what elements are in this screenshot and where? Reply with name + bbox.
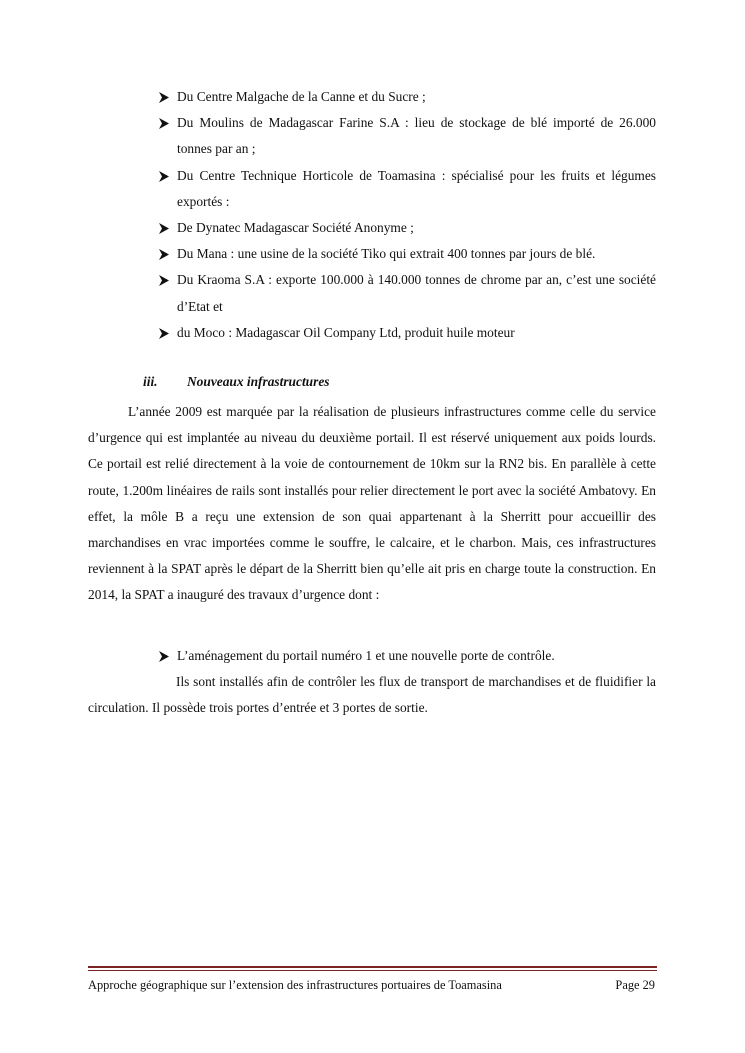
arrow-bullet-icon xyxy=(158,84,170,110)
arrow-bullet-icon xyxy=(158,643,170,669)
list-item-text: De Dynatec Madagascar Société Anonyme ; xyxy=(177,220,414,236)
works-bullet-list xyxy=(158,643,656,669)
section-number: iii. xyxy=(143,374,158,389)
arrow-bullet-icon xyxy=(158,320,170,346)
list-item xyxy=(158,110,656,162)
list-item xyxy=(158,163,656,215)
section-heading xyxy=(143,372,330,392)
footer-title: Approche géographique sur l’extension des infrastructures portuaires de Toamasina xyxy=(88,978,502,992)
list-item xyxy=(158,241,656,267)
footer-rule xyxy=(88,966,657,968)
list-item-text: du Moco : Madagascar Oil Company Ltd, produit huile moteur xyxy=(177,324,515,340)
organization-bullet-list xyxy=(158,84,656,346)
list-item-text: Du Centre Technique Horticole de Toamasina : spécialisé pour les fruits et légumes exportés : xyxy=(177,167,656,209)
page-number: Page 29 xyxy=(615,978,655,992)
list-item xyxy=(158,320,656,346)
list-item xyxy=(158,84,656,110)
arrow-bullet-icon xyxy=(158,267,170,293)
arrow-bullet-icon xyxy=(158,215,170,241)
arrow-bullet-icon xyxy=(158,163,170,189)
list-item-text: Du Kraoma S.A : exporte 100.000 à 140.000 tonnes de chrome par an, c’est une société d’Etat et xyxy=(177,272,656,314)
list-item-text: L’aménagement du portail numéro 1 et une nouvelle porte de contrôle. xyxy=(177,648,555,663)
arrow-bullet-icon xyxy=(158,110,170,136)
footer-rule-thin xyxy=(88,970,657,971)
list-item xyxy=(158,267,656,319)
section-title: Nouveaux infrastructures xyxy=(187,374,330,389)
list-item xyxy=(158,215,656,241)
arrow-bullet-icon xyxy=(158,241,170,267)
list-item-text: Du Moulins de Madagascar Farine S.A : lieu de stockage de blé importé de 26.000 tonnes par an ; xyxy=(177,115,656,157)
list-item-text: Du Mana : une usine de la société Tiko qui extrait 400 tonnes par jours de blé. xyxy=(177,246,596,262)
list-item xyxy=(158,643,656,669)
body-paragraph: L’année 2009 est marquée par la réalisation de plusieurs infrastructures comme celle du service d’urgence qui est implantée au niveau du deuxième portail. Il est réservé uniquement aux poids lourds. Ce portail est relié directement à la voie de contournement de 10km sur la RN2 bis. En parallèle à cette route, 1.200m linéaires de rails sont installés pour relier directement le port avec la société Ambatovy. En effet, la môle B a reçu une extension de son quai appartenant à la Sherritt pour accueillir des marchandises en vrac importées comme le souffre, le calcaire, et le charbon. Mais, ces infrastructures reviennent à la SPAT après le départ de la Sherritt bien qu’elle ait pris en charge toute la construction. En 2014, la SPAT a inauguré des travaux d’urgence dont : xyxy=(88,404,656,603)
body-paragraph-2: Ils sont installés afin de contrôler les flux de transport de marchandises et de fluidifier la circulation. Il possède trois portes d’entrée et 3 portes de sortie. xyxy=(88,674,656,716)
list-item-text: Du Centre Malgache de la Canne et du Sucre ; xyxy=(177,89,426,104)
